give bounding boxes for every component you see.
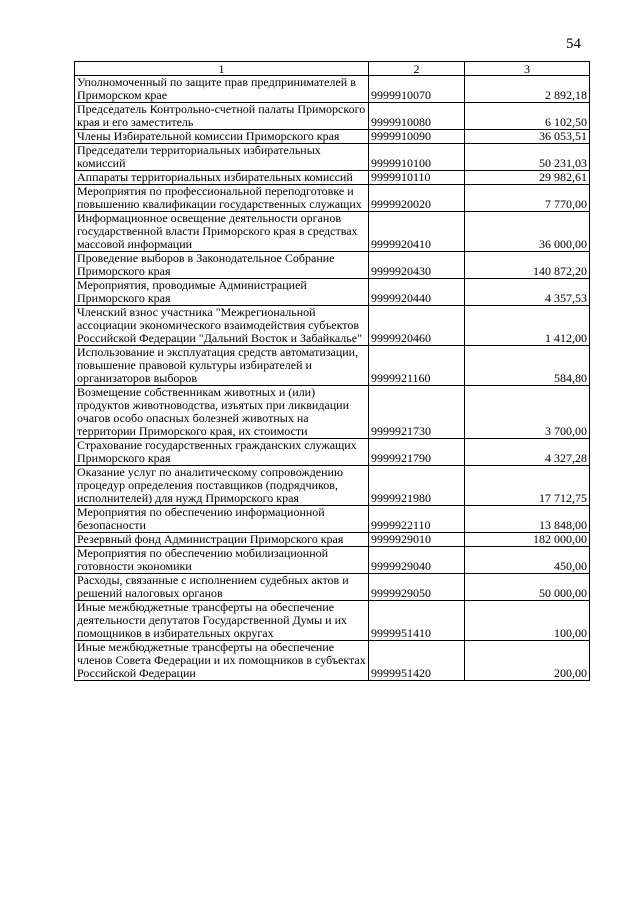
row-code-cell: 9999929040: [369, 547, 465, 574]
row-amount-cell: 200,00: [465, 641, 590, 681]
table-row: [75, 185, 590, 212]
row-code-cell: 9999951420: [369, 641, 465, 681]
row-amount-cell: 140 872,20: [465, 252, 590, 279]
row-code-cell: 9999910110: [369, 171, 465, 185]
row-amount-cell: 50 231,03: [465, 144, 590, 171]
row-name-cell: Иные межбюджетные трансферты на обеспечение членов Совета Федерации и их помощников в субъектах Российской Федерации: [75, 641, 369, 681]
row-amount-cell: 584,80: [465, 346, 590, 386]
table-row: [75, 252, 590, 279]
row-code-cell: 9999920440: [369, 279, 465, 306]
table-row: [75, 574, 590, 601]
row-name-cell: Мероприятия, проводимые Администрацией Приморского края: [75, 279, 369, 306]
row-amount-cell: 36 053,51: [465, 130, 590, 144]
row-name-cell: Мероприятия по обеспечению мобилизационной готовности экономики: [75, 547, 369, 574]
row-name-cell: Мероприятия по профессиональной переподготовке и повышению квалификации государственных служащих: [75, 185, 369, 212]
row-name-cell: Информационное освещение деятельности органов государственной власти Приморского края в средствах массовой информации: [75, 212, 369, 252]
table-row: [75, 144, 590, 171]
table-row: [75, 506, 590, 533]
row-name-cell: Расходы, связанные с исполнением судебных актов и решений налоговых органов: [75, 574, 369, 601]
row-code-cell: 9999910100: [369, 144, 465, 171]
row-name-cell: Председатели территориальных избирательных комиссий: [75, 144, 369, 171]
row-name-cell: Возмещение собственникам животных и (или) продуктов животноводства, изъятых при ликвидации очагов особо опасных болезней животных на территории Приморского края, их стоимости: [75, 386, 369, 439]
row-amount-cell: 182 000,00: [465, 533, 590, 547]
row-code-cell: 9999921790: [369, 439, 465, 466]
table-row: [75, 306, 590, 346]
row-name-cell: Иные межбюджетные трансферты на обеспечение деятельности депутатов Государственной Думы и их помощников в избирательных округах: [75, 601, 369, 641]
row-amount-cell: 29 982,61: [465, 171, 590, 185]
column-header-amount: 3: [465, 62, 590, 76]
budget-table: [74, 61, 590, 681]
row-name-cell: Члены Избирательной комиссии Приморского края: [75, 130, 369, 144]
row-name-cell: Аппараты территориальных избирательных комиссий: [75, 171, 369, 185]
table-body: [75, 76, 590, 681]
row-name-cell: Председатель Контрольно-счетной палаты Приморского края и его заместитель: [75, 103, 369, 130]
row-code-cell: 9999910090: [369, 130, 465, 144]
row-code-cell: 9999929010: [369, 533, 465, 547]
row-name-cell: Резервный фонд Администрации Приморского края: [75, 533, 369, 547]
row-amount-cell: 2 892,18: [465, 76, 590, 103]
table-row: [75, 533, 590, 547]
table-header-row: [75, 62, 590, 76]
row-amount-cell: 100,00: [465, 601, 590, 641]
table-row: [75, 439, 590, 466]
row-code-cell: 9999921160: [369, 346, 465, 386]
table-row: [75, 212, 590, 252]
row-amount-cell: 1 412,00: [465, 306, 590, 346]
row-amount-cell: 6 102,50: [465, 103, 590, 130]
row-code-cell: 9999920020: [369, 185, 465, 212]
row-amount-cell: 3 700,00: [465, 386, 590, 439]
row-name-cell: Уполномоченный по защите прав предпринимателей в Приморском крае: [75, 76, 369, 103]
table-row: [75, 547, 590, 574]
row-name-cell: Использование и эксплуатация средств автоматизации, повышение правовой культуры избирателей и организаторов выборов: [75, 346, 369, 386]
row-amount-cell: 450,00: [465, 547, 590, 574]
row-name-cell: Оказание услуг по аналитическому сопровождению процедур определения поставщиков (подрядчиков, исполнителей) для нужд Приморского края: [75, 466, 369, 506]
row-name-cell: Мероприятия по обеспечению информационной безопасности: [75, 506, 369, 533]
table-row: [75, 130, 590, 144]
row-amount-cell: 13 848,00: [465, 506, 590, 533]
table-row: [75, 601, 590, 641]
table-row: [75, 103, 590, 130]
table-row: [75, 171, 590, 185]
row-name-cell: Проведение выборов в Законодательное Собрание Приморского края: [75, 252, 369, 279]
table-row: [75, 386, 590, 439]
row-amount-cell: 4 327,28: [465, 439, 590, 466]
row-code-cell: 9999922110: [369, 506, 465, 533]
row-amount-cell: 50 000,00: [465, 574, 590, 601]
row-code-cell: 9999929050: [369, 574, 465, 601]
page-number: 54: [566, 36, 581, 52]
table-row: [75, 279, 590, 306]
table-row: [75, 76, 590, 103]
table-row: [75, 641, 590, 681]
table-row: [75, 346, 590, 386]
row-name-cell: Членский взнос участника "Межрегиональной ассоциации экономического взаимодействия субъектов Российской Федерации "Дальний Восток и Забайкалье": [75, 306, 369, 346]
row-code-cell: 9999920430: [369, 252, 465, 279]
row-amount-cell: 36 000,00: [465, 212, 590, 252]
table-row: [75, 466, 590, 506]
row-code-cell: 9999920460: [369, 306, 465, 346]
row-amount-cell: 7 770,00: [465, 185, 590, 212]
row-code-cell: 9999910080: [369, 103, 465, 130]
row-code-cell: 9999910070: [369, 76, 465, 103]
row-code-cell: 9999921980: [369, 466, 465, 506]
row-amount-cell: 4 357,53: [465, 279, 590, 306]
row-code-cell: 9999951410: [369, 601, 465, 641]
row-name-cell: Страхование государственных гражданских служащих Приморского края: [75, 439, 369, 466]
row-code-cell: 9999921730: [369, 386, 465, 439]
row-amount-cell: 17 712,75: [465, 466, 590, 506]
column-header-name: 1: [75, 62, 369, 76]
column-header-code: 2: [369, 62, 465, 76]
row-code-cell: 9999920410: [369, 212, 465, 252]
